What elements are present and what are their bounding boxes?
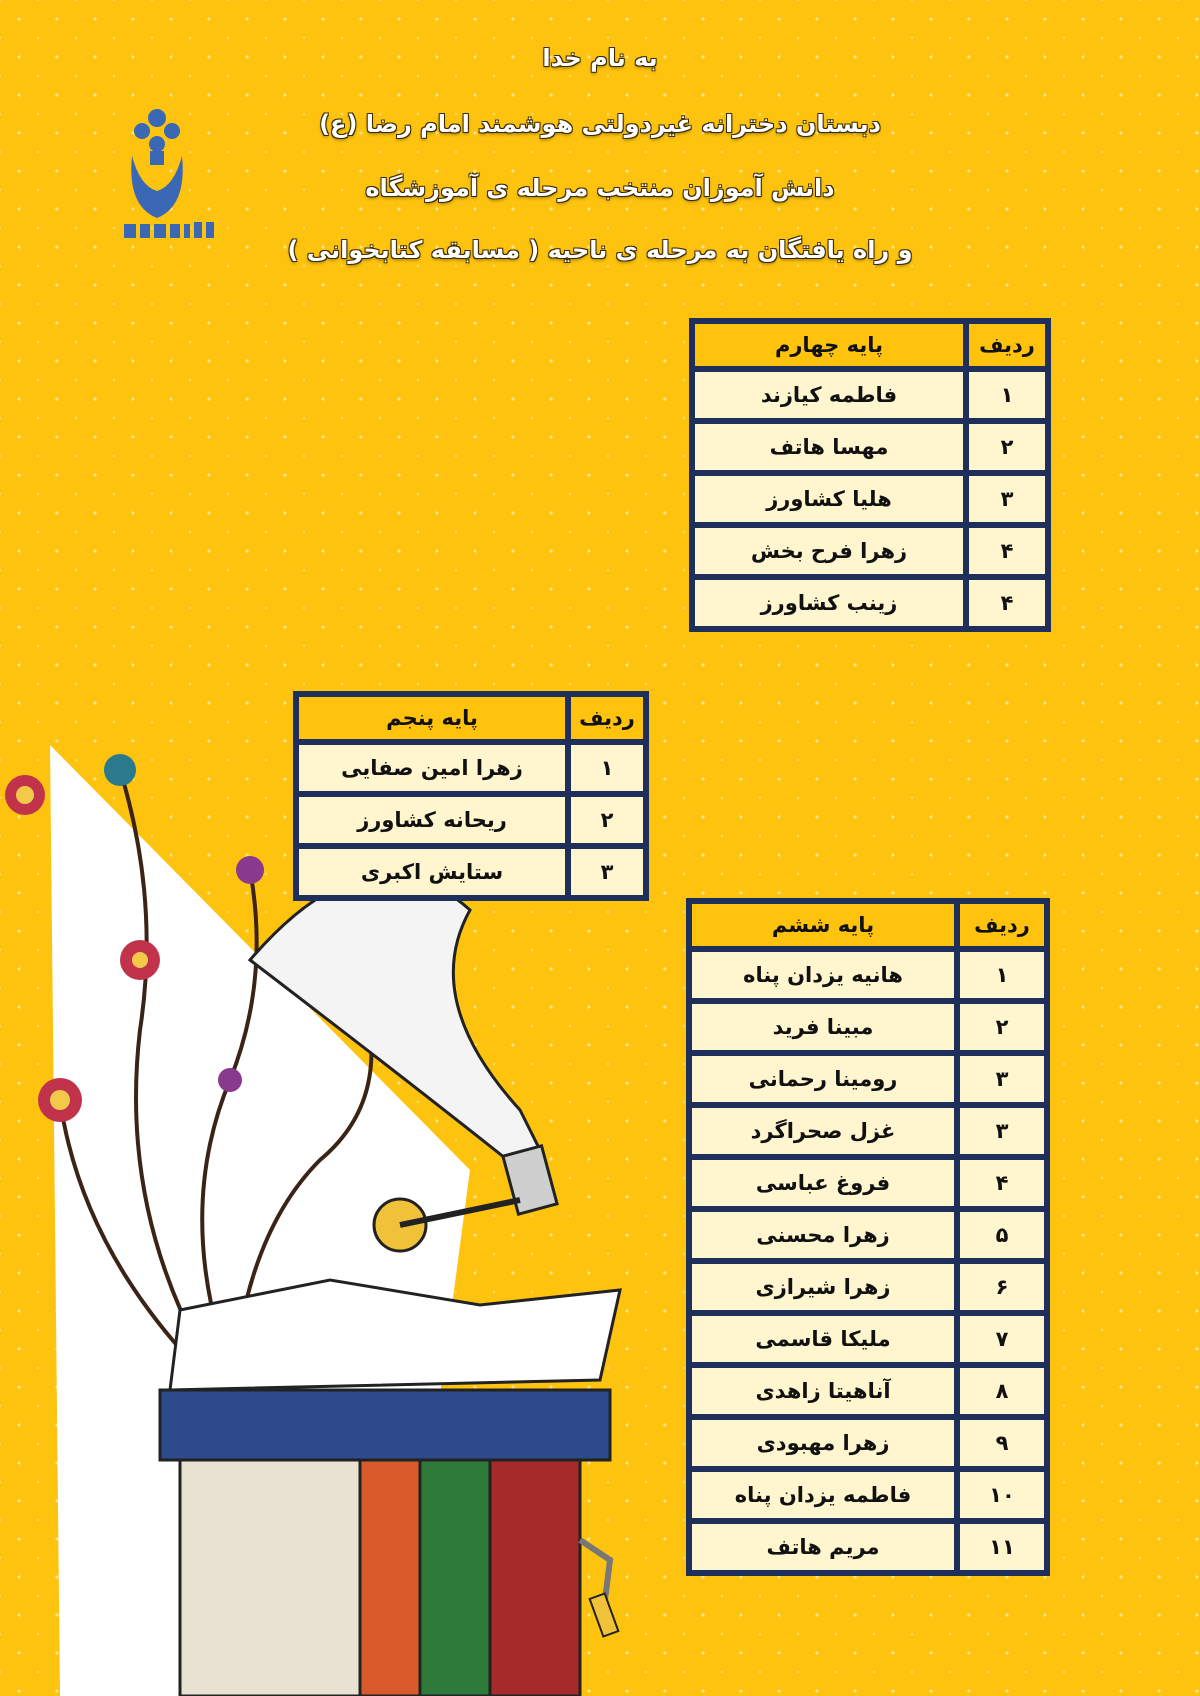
row-number: ۱ [568, 742, 646, 794]
table-row [689, 1209, 1047, 1261]
row-number: ۲ [957, 1001, 1047, 1053]
table-row [692, 421, 1048, 473]
grade5-col-row: ردیف [568, 694, 646, 742]
row-number: ۴ [966, 577, 1048, 629]
student-name: زهرا شیرازی [689, 1261, 957, 1313]
student-name: زهرا فرح بخش [692, 525, 966, 577]
student-name: فروغ عباسی [689, 1157, 957, 1209]
table-row [692, 369, 1048, 421]
table-row [689, 949, 1047, 1001]
student-name: آناهیتا زاهدی [689, 1365, 957, 1417]
table-row [689, 1521, 1047, 1573]
student-name: زهرا مهبودی [689, 1417, 957, 1469]
student-name: مهسا هاتف [692, 421, 966, 473]
table-row [689, 1417, 1047, 1469]
row-number: ۴ [957, 1157, 1047, 1209]
student-name: زینب کشاورز [692, 577, 966, 629]
row-number: ۱۰ [957, 1469, 1047, 1521]
row-number: ۲ [966, 421, 1048, 473]
row-number: ۳ [568, 846, 646, 898]
row-number: ۴ [966, 525, 1048, 577]
title-line-4: و راه یافتگان به مرحله ی ناحیه ( مسابقه کتابخوانی ) [287, 236, 913, 264]
table-row [692, 577, 1048, 629]
table-row [689, 1001, 1047, 1053]
title-line-2: دبستان دخترانه غیردولتی هوشمند امام رضا (ع) [319, 110, 881, 138]
title-line-1: به نام خدا [542, 44, 658, 72]
grade6-table [686, 898, 1050, 1576]
grade4-col-name: پایه چهارم [692, 321, 966, 369]
row-number: ۲ [568, 794, 646, 846]
grade4-table [689, 318, 1051, 632]
table-row [689, 1053, 1047, 1105]
row-number: ۳ [966, 473, 1048, 525]
student-name: مریم هاتف [689, 1521, 957, 1573]
table-row [692, 525, 1048, 577]
grade5-table [293, 691, 649, 901]
table-row [689, 1157, 1047, 1209]
table-row [296, 846, 646, 898]
school-logo-icon [112, 96, 232, 246]
row-number: ۳ [957, 1105, 1047, 1157]
row-number: ۱۱ [957, 1521, 1047, 1573]
student-name: غزل صحراگرد [689, 1105, 957, 1157]
row-number: ۵ [957, 1209, 1047, 1261]
student-name: هانیه یزدان پناه [689, 949, 957, 1001]
table-row [689, 1105, 1047, 1157]
grade5-col-name: پایه پنجم [296, 694, 568, 742]
title-line-3: دانش آموزان منتخب مرحله ی آموزشگاه [365, 174, 835, 202]
table-row [689, 1313, 1047, 1365]
table-row [689, 1365, 1047, 1417]
student-name: ستایش اکبری [296, 846, 568, 898]
row-number: ۶ [957, 1261, 1047, 1313]
row-number: ۳ [957, 1053, 1047, 1105]
table-row [692, 473, 1048, 525]
table-row [689, 1261, 1047, 1313]
row-number: ۷ [957, 1313, 1047, 1365]
student-name: زهرا امین صفایی [296, 742, 568, 794]
table-row [296, 794, 646, 846]
student-name: زهرا محسنی [689, 1209, 957, 1261]
student-name: فاطمه کیازند [692, 369, 966, 421]
grade6-col-name: پایه ششم [689, 901, 957, 949]
row-number: ۹ [957, 1417, 1047, 1469]
grade6-col-row: ردیف [957, 901, 1047, 949]
row-number: ۸ [957, 1365, 1047, 1417]
table-row [296, 742, 646, 794]
student-name: هلیا کشاورز [692, 473, 966, 525]
student-name: ملیکا قاسمی [689, 1313, 957, 1365]
student-name: مبینا فرید [689, 1001, 957, 1053]
student-name: فاطمه یزدان پناه [689, 1469, 957, 1521]
row-number: ۱ [966, 369, 1048, 421]
row-number: ۱ [957, 949, 1047, 1001]
grade4-col-row: ردیف [966, 321, 1048, 369]
student-name: ریحانه کشاورز [296, 794, 568, 846]
student-name: رومینا رحمانی [689, 1053, 957, 1105]
table-row [689, 1469, 1047, 1521]
